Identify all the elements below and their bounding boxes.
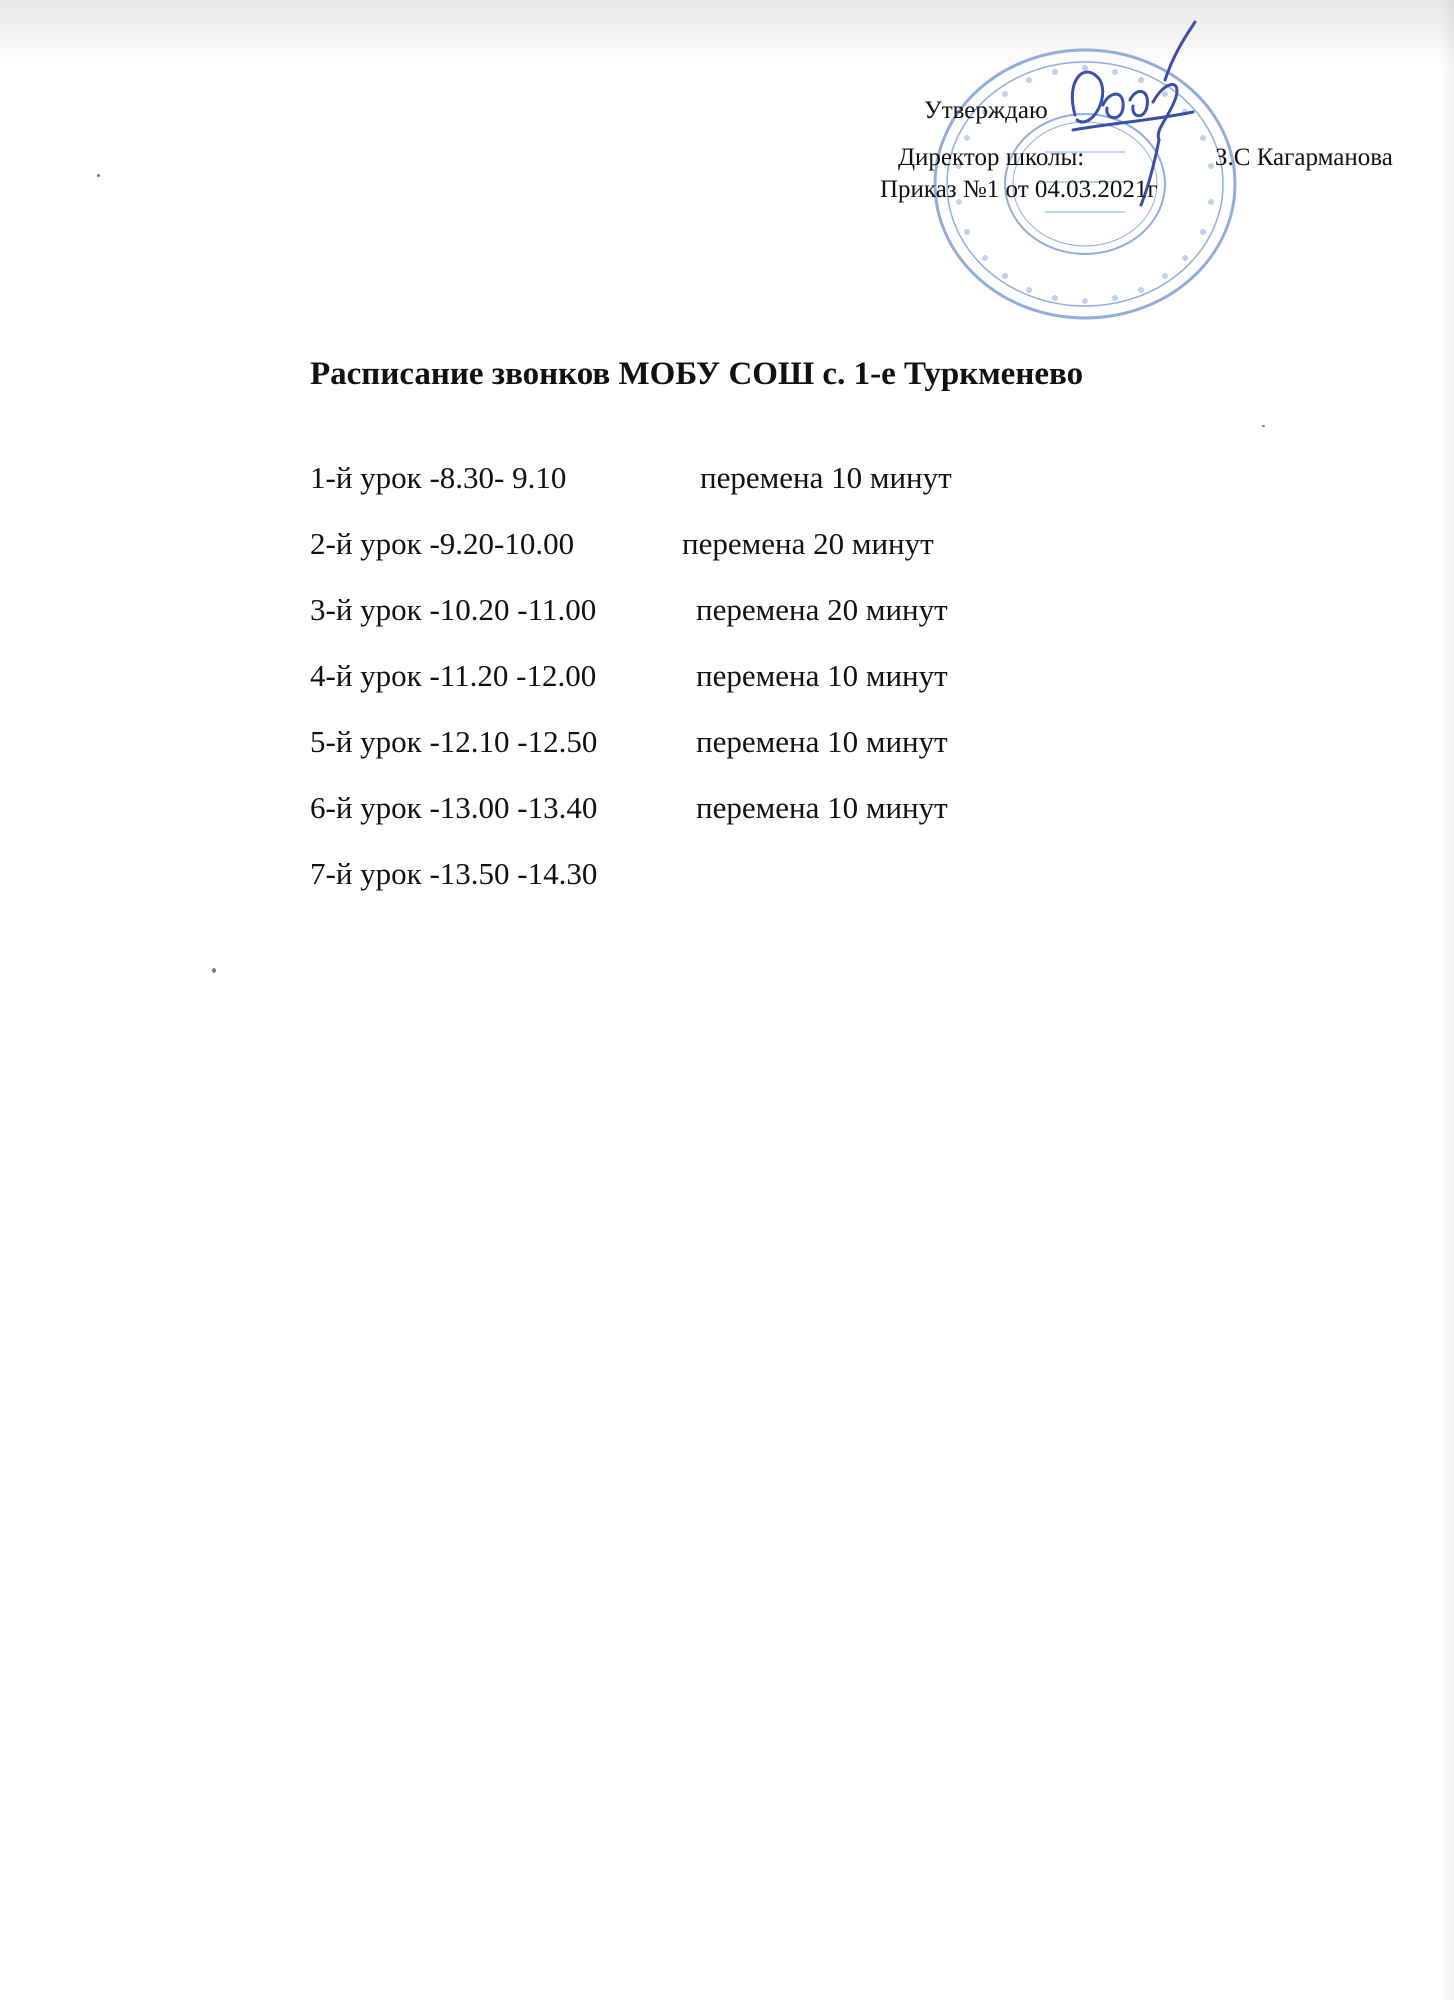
schedule-row [310,462,1110,528]
order-reference: Приказ №1 от 04.03.2021г [880,176,1158,203]
schedule-row [310,594,1110,660]
director-name: З.С Кагарманова [1215,144,1393,171]
approve-label: Утверждаю [924,97,1048,124]
lesson-time: 3-й урок -10.20 -11.00 [310,592,597,627]
document-title: Расписание звонков МОБУ СОШ с. 1-е Туркменево [310,356,1084,392]
break-duration: перемена 10 минут [700,460,952,495]
schedule-row [310,528,1110,594]
lesson-time: 1-й урок -8.30- 9.10 [310,460,567,495]
break-duration: перемена 10 минут [696,724,948,759]
lesson-time: 2-й урок -9.20-10.00 [310,526,575,561]
break-duration: перемена 20 минут [682,526,934,561]
break-duration: перемена 20 минут [696,592,948,627]
lesson-time: 4-й урок -11.20 -12.00 [310,658,597,693]
lesson-time: 5-й урок -12.10 -12.50 [310,724,598,759]
schedule-row [310,726,1110,792]
director-label: Директор школы: [898,144,1085,171]
break-duration: перемена 10 минут [696,658,948,693]
scan-speck [1262,425,1265,427]
lesson-time: 6-й урок -13.00 -13.40 [310,790,598,825]
bell-schedule [310,462,1110,924]
schedule-row [310,792,1110,858]
scan-speck [97,174,100,177]
break-duration: перемена 10 минут [696,790,948,825]
scan-speck [212,968,216,973]
scan-shadow-right [1440,0,1454,2000]
lesson-time: 7-й урок -13.50 -14.30 [310,856,598,891]
schedule-row [310,858,1110,924]
schedule-row [310,660,1110,726]
